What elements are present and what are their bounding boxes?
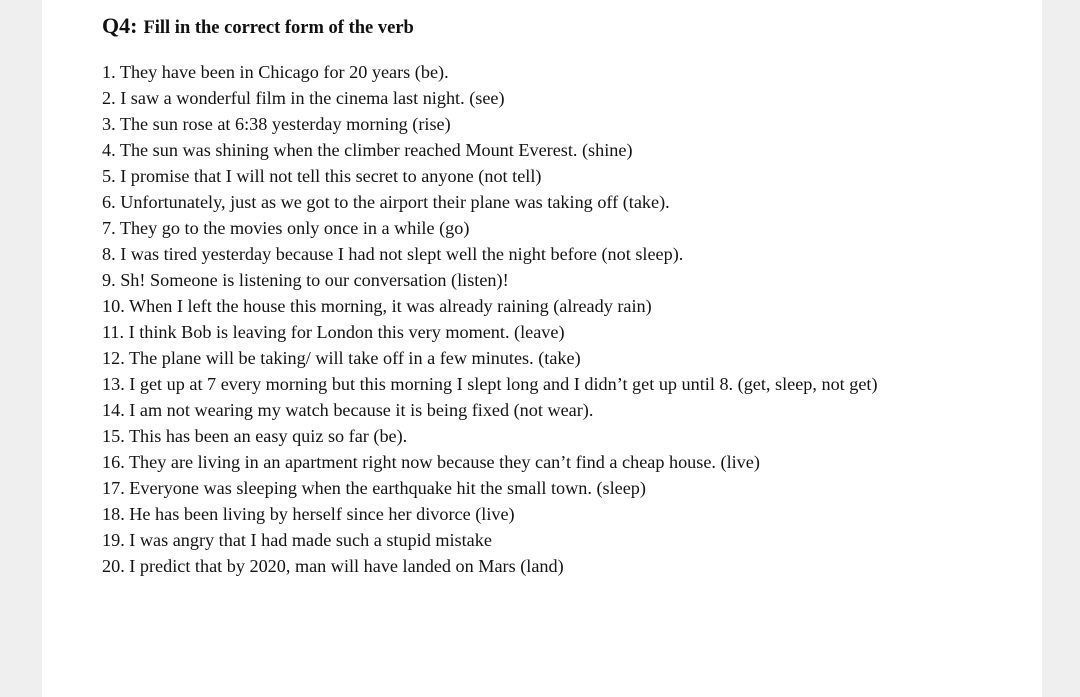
list-item: 19. I was angry that I had made such a stupid mistake	[102, 530, 492, 550]
list-item: 13. I get up at 7 every morning but this morning I slept long and I didn’t get up until 8. (get, sleep, not get)	[102, 374, 878, 394]
answer-list	[102, 59, 878, 579]
list-item: 14. I am not wearing my watch because it is being fixed (not wear).	[102, 400, 594, 420]
list-item: 10. When I left the house this morning, it was already raining (already rain)	[102, 296, 652, 316]
list-item: 5. I promise that I will not tell this secret to anyone (not tell)	[102, 166, 542, 186]
list-item: 18. He has been living by herself since her divorce (live)	[102, 504, 515, 524]
list-item: 20. I predict that by 2020, man will have landed on Mars (land)	[102, 556, 564, 576]
list-item: 16. They are living in an apartment right now because they can’t find a cheap house. (live)	[102, 452, 760, 472]
list-item: 7. They go to the movies only once in a while (go)	[102, 218, 470, 238]
list-item: 1. They have been in Chicago for 20 years (be).	[102, 62, 449, 82]
list-item: 12. The plane will be taking/ will take off in a few minutes. (take)	[102, 348, 581, 368]
question-number: Q4:	[102, 13, 138, 38]
question-instruction: Fill in the correct form of the verb	[143, 18, 414, 38]
list-item: 4. The sun was shining when the climber reached Mount Everest. (shine)	[102, 140, 633, 160]
list-item: 3. The sun rose at 6:38 yesterday morning (rise)	[102, 114, 451, 134]
question-heading	[102, 13, 414, 40]
list-item: 8. I was tired yesterday because I had not slept well the night before (not sleep).	[102, 244, 684, 264]
list-item: 9. Sh! Someone is listening to our conversation (listen)!	[102, 270, 509, 290]
list-item: 11. I think Bob is leaving for London this very moment. (leave)	[102, 322, 565, 342]
list-item: 6. Unfortunately, just as we got to the airport their plane was taking off (take).	[102, 192, 670, 212]
list-item: 2. I saw a wonderful film in the cinema last night. (see)	[102, 88, 505, 108]
list-item: 17. Everyone was sleeping when the earthquake hit the small town. (sleep)	[102, 478, 646, 498]
list-item: 15. This has been an easy quiz so far (be).	[102, 426, 408, 446]
document-page	[42, 0, 1042, 697]
